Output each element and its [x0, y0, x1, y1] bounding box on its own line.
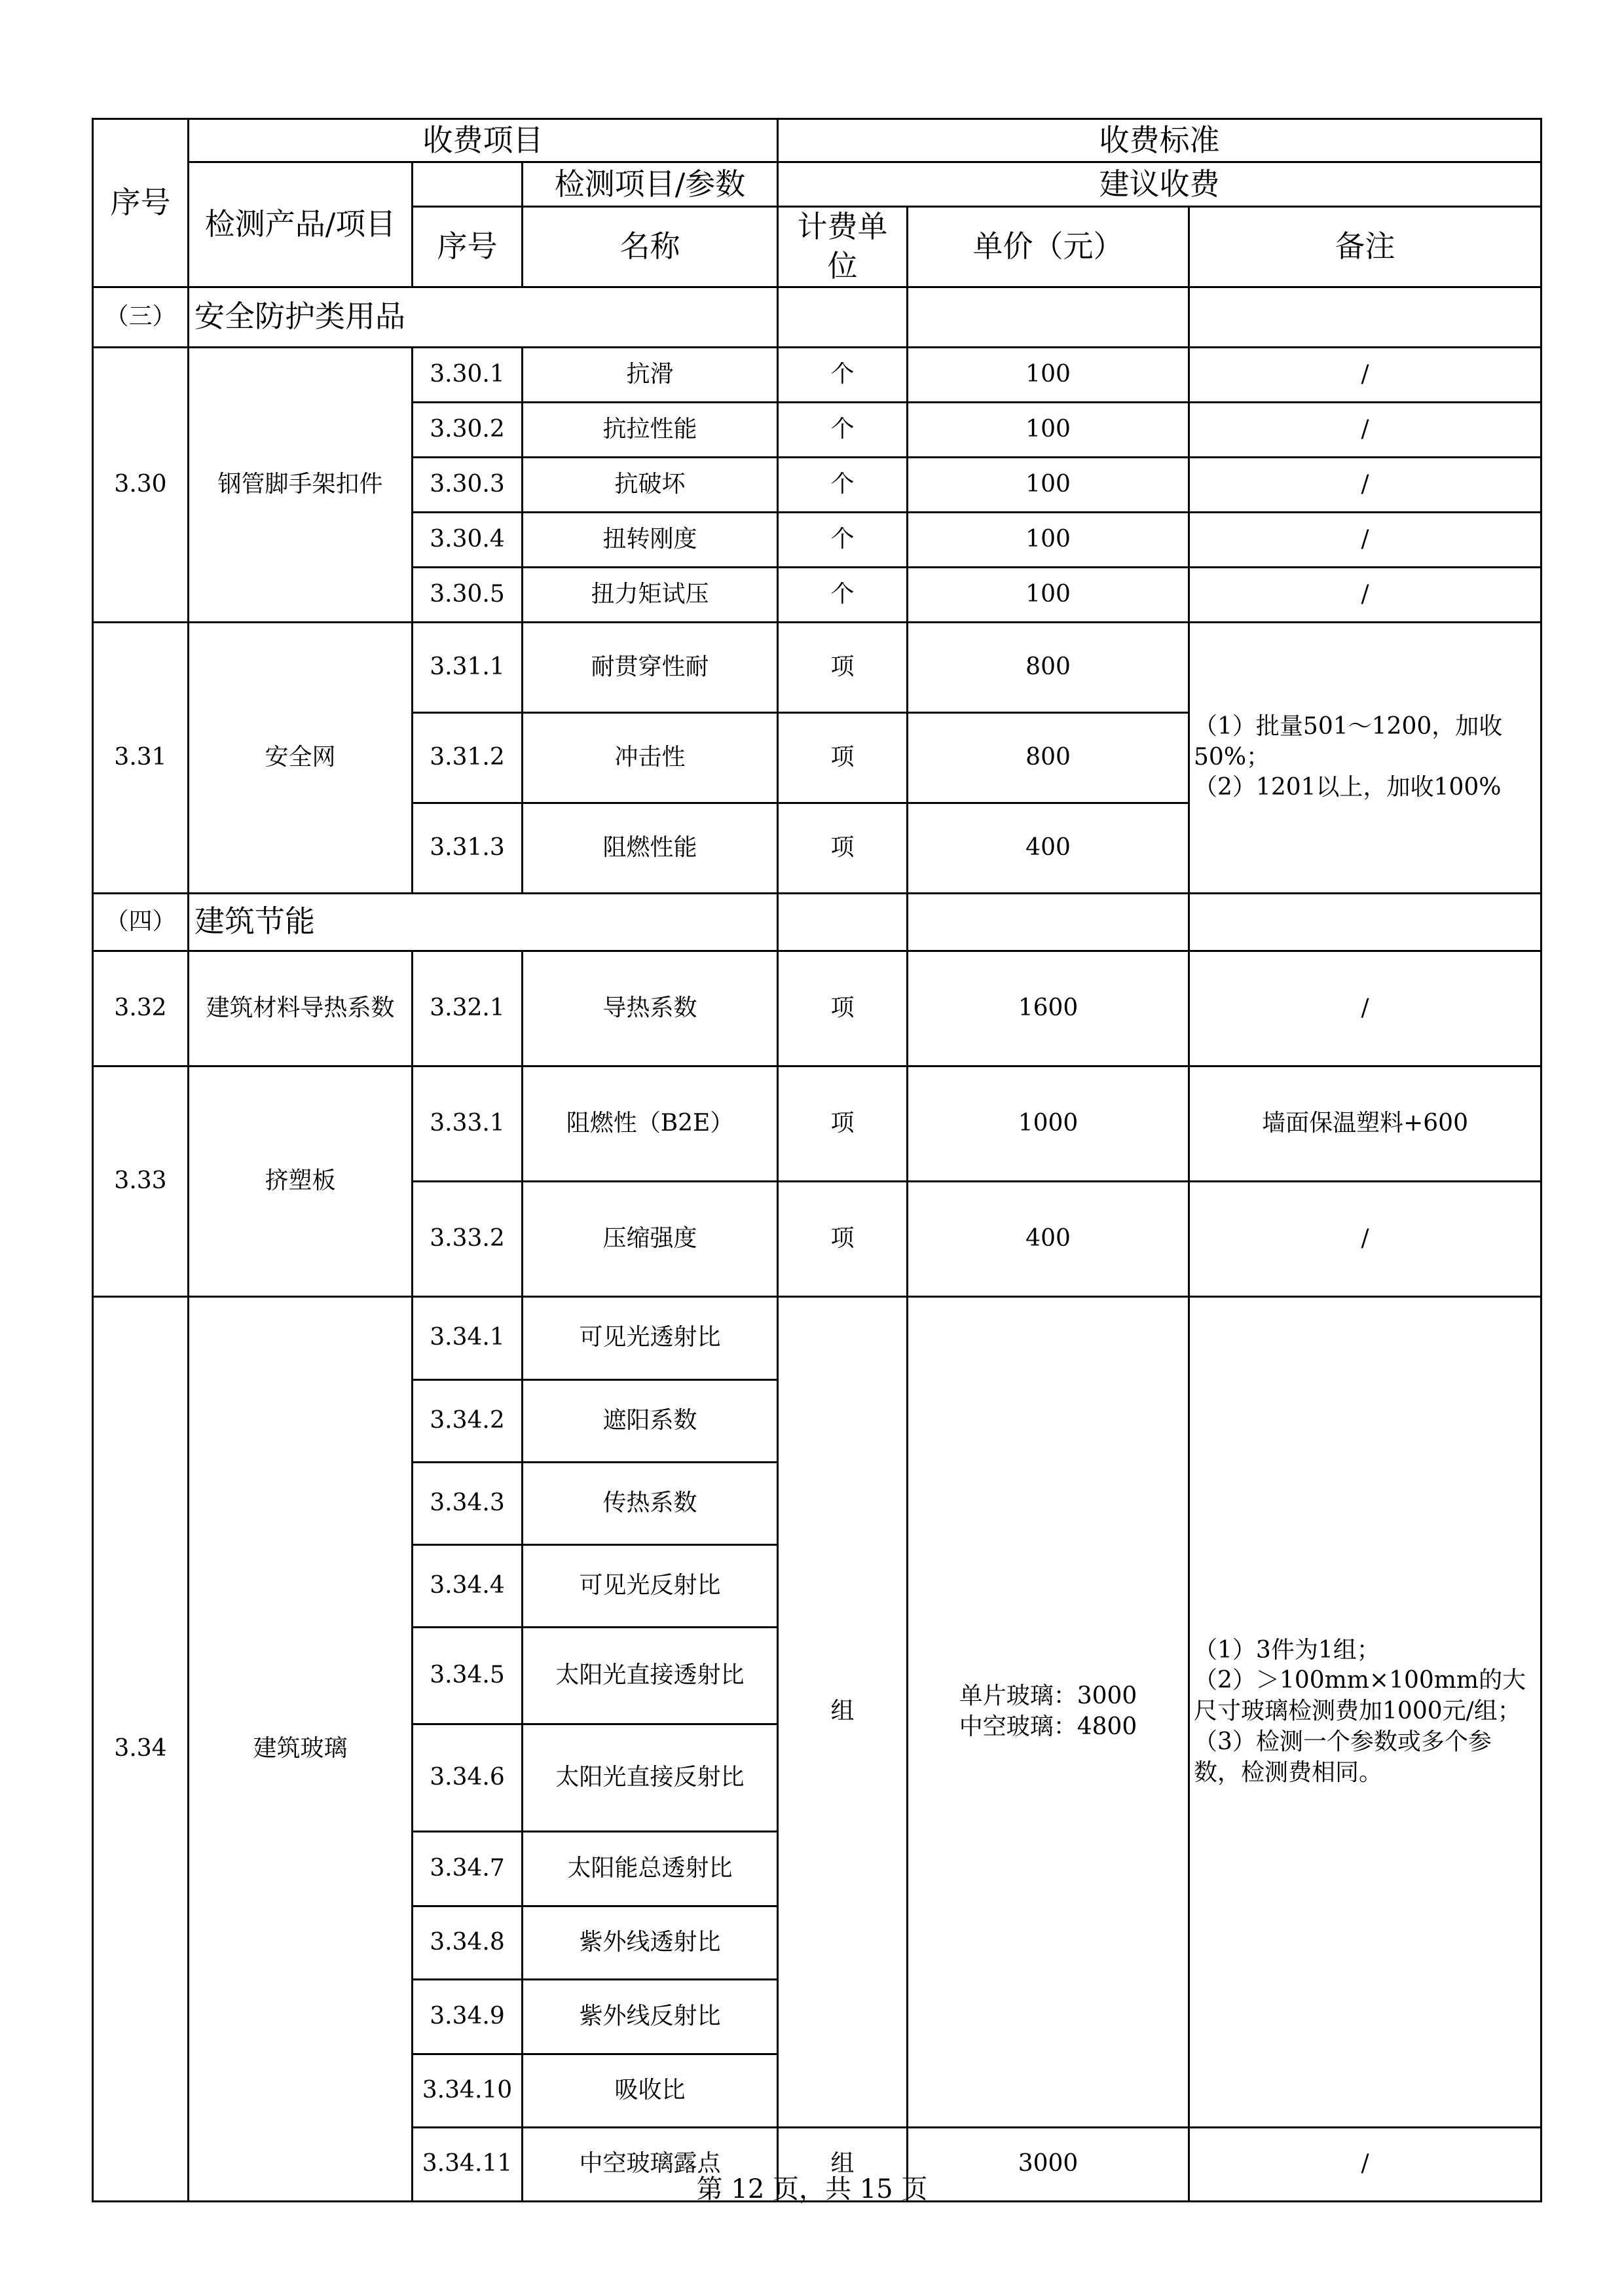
row-price: 100 [908, 512, 1189, 567]
table-row [93, 1066, 1541, 1181]
row-seq: 3.34.4 [413, 1544, 523, 1627]
group-product: 建筑材料导热系数 [189, 951, 413, 1066]
section-title: 建筑节能 [189, 893, 778, 951]
row-name: 传热系数 [523, 1462, 778, 1544]
row-name: 可见光反射比 [523, 1544, 778, 1627]
row-unit: 个 [778, 457, 908, 512]
row-name: 紫外线透射比 [523, 1906, 778, 1979]
row-price: 100 [908, 457, 1189, 512]
section-number: （三） [93, 287, 189, 347]
fee-table [92, 118, 1542, 2202]
group-number: 3.31 [93, 622, 189, 893]
header-blank-cell [413, 162, 523, 207]
header-unit: 计费单位 [778, 207, 908, 287]
row-unit: 个 [778, 402, 908, 457]
page-footer: 第 12 页，共 15 页 [696, 2174, 928, 2204]
empty-cell [908, 287, 1189, 347]
row-name: 抗滑 [523, 347, 778, 402]
row-seq: 3.32.1 [413, 951, 523, 1066]
row-seq: 3.31.3 [413, 803, 523, 893]
row-price: 100 [908, 567, 1189, 622]
header-seq: 序号 [93, 119, 189, 287]
row-unit: 个 [778, 512, 908, 567]
row-remark: / [1189, 567, 1541, 622]
row-name: 紫外线反射比 [523, 1979, 778, 2054]
row-unit: 个 [778, 567, 908, 622]
table-row [93, 347, 1541, 402]
header-name: 名称 [523, 207, 778, 287]
row-price: 800 [908, 712, 1189, 803]
group-number: 3.33 [93, 1066, 189, 1296]
row-remark: / [1189, 2127, 1541, 2201]
group-product: 挤塑板 [189, 1066, 413, 1296]
row-seq: 3.34.5 [413, 1627, 523, 1724]
header-price: 单价（元） [908, 207, 1189, 287]
row-remark: / [1189, 951, 1541, 1066]
row-name: 抗破坏 [523, 457, 778, 512]
row-price: 400 [908, 803, 1189, 893]
section-row [93, 287, 1541, 347]
table-row [93, 1296, 1541, 1379]
row-price: 3000 [908, 2127, 1189, 2201]
row-name: 太阳能总透射比 [523, 1831, 778, 1906]
row-seq: 3.31.1 [413, 622, 523, 712]
row-price: 100 [908, 402, 1189, 457]
row-seq: 3.34.10 [413, 2054, 523, 2127]
row-price: 100 [908, 347, 1189, 402]
group-product: 建筑玻璃 [189, 1296, 413, 2201]
section-row [93, 893, 1541, 951]
group-remark: （1）3件为1组； （2）＞100mm×100mm的大尺寸玻璃检测费加1000元/组； （3）检测一个参数或多个参数，检测费相同。 [1189, 1296, 1541, 2127]
row-seq: 3.33.2 [413, 1181, 523, 1296]
header-remark: 备注 [1189, 207, 1541, 287]
row-remark: / [1189, 512, 1541, 567]
row-name: 扭转刚度 [523, 512, 778, 567]
group-number: 3.34 [93, 1296, 189, 2201]
header-fee-standard: 收费标准 [778, 119, 1541, 162]
row-unit: 项 [778, 1066, 908, 1181]
row-price: 400 [908, 1181, 1189, 1296]
empty-cell [908, 893, 1189, 951]
row-name: 阻燃性能 [523, 803, 778, 893]
row-seq: 3.30.4 [413, 512, 523, 567]
row-seq: 3.34.2 [413, 1379, 523, 1462]
row-name: 导热系数 [523, 951, 778, 1066]
row-remark: / [1189, 347, 1541, 402]
row-name: 冲击性 [523, 712, 778, 803]
row-seq: 3.34.6 [413, 1724, 523, 1831]
table-row [93, 622, 1541, 712]
row-seq: 3.31.2 [413, 712, 523, 803]
row-seq: 3.30.3 [413, 457, 523, 512]
row-seq: 3.34.3 [413, 1462, 523, 1544]
row-seq: 3.34.1 [413, 1296, 523, 1379]
row-unit: 项 [778, 712, 908, 803]
group-product: 钢管脚手架扣件 [189, 347, 413, 622]
row-unit: 项 [778, 1181, 908, 1296]
row-price: 800 [908, 622, 1189, 712]
row-unit: 组 [778, 2127, 908, 2201]
section-number: （四） [93, 893, 189, 951]
row-unit: 项 [778, 622, 908, 712]
group-product: 安全网 [189, 622, 413, 893]
row-name: 耐贯穿性耐 [523, 622, 778, 712]
row-seq: 3.30.1 [413, 347, 523, 402]
row-name: 抗拉性能 [523, 402, 778, 457]
row-name: 太阳光直接透射比 [523, 1627, 778, 1724]
row-name: 可见光透射比 [523, 1296, 778, 1379]
group-price: 单片玻璃：3000 中空玻璃：4800 [908, 1296, 1189, 2127]
row-name: 扭力矩试压 [523, 567, 778, 622]
row-unit: 项 [778, 803, 908, 893]
row-name: 压缩强度 [523, 1181, 778, 1296]
row-seq: 3.34.11 [413, 2127, 523, 2201]
row-remark: / [1189, 457, 1541, 512]
row-seq: 3.33.1 [413, 1066, 523, 1181]
row-name: 吸收比 [523, 2054, 778, 2127]
header-sub-seq: 序号 [413, 207, 523, 287]
row-unit: 个 [778, 347, 908, 402]
section-title: 安全防护类用品 [189, 287, 778, 347]
group-remark: （1）批量501～1200，加收50%； （2）1201以上，加收100% [1189, 622, 1541, 893]
empty-cell [1189, 287, 1541, 347]
empty-cell [778, 287, 908, 347]
table-row [93, 951, 1541, 1066]
row-remark: / [1189, 402, 1541, 457]
group-number: 3.32 [93, 951, 189, 1066]
row-seq: 3.34.7 [413, 1831, 523, 1906]
group-unit: 组 [778, 1296, 908, 2127]
row-name: 遮阳系数 [523, 1379, 778, 1462]
empty-cell [1189, 893, 1541, 951]
row-name: 中空玻璃露点 [523, 2127, 778, 2201]
header-test-items: 检测项目/参数 [523, 162, 778, 207]
row-unit: 项 [778, 951, 908, 1066]
row-seq: 3.34.9 [413, 1979, 523, 2054]
row-price: 1600 [908, 951, 1189, 1066]
row-seq: 3.30.5 [413, 567, 523, 622]
row-price: 1000 [908, 1066, 1189, 1181]
row-remark: 墙面保温塑料+600 [1189, 1066, 1541, 1181]
header-product: 检测产品/项目 [189, 162, 413, 287]
row-seq: 3.30.2 [413, 402, 523, 457]
header-suggested-fee: 建议收费 [778, 162, 1541, 207]
row-name: 太阳光直接反射比 [523, 1724, 778, 1831]
group-number: 3.30 [93, 347, 189, 622]
header-fee-items: 收费项目 [189, 119, 778, 162]
empty-cell [778, 893, 908, 951]
row-remark: / [1189, 1181, 1541, 1296]
row-name: 阻燃性（B2E） [523, 1066, 778, 1181]
row-seq: 3.34.8 [413, 1906, 523, 1979]
